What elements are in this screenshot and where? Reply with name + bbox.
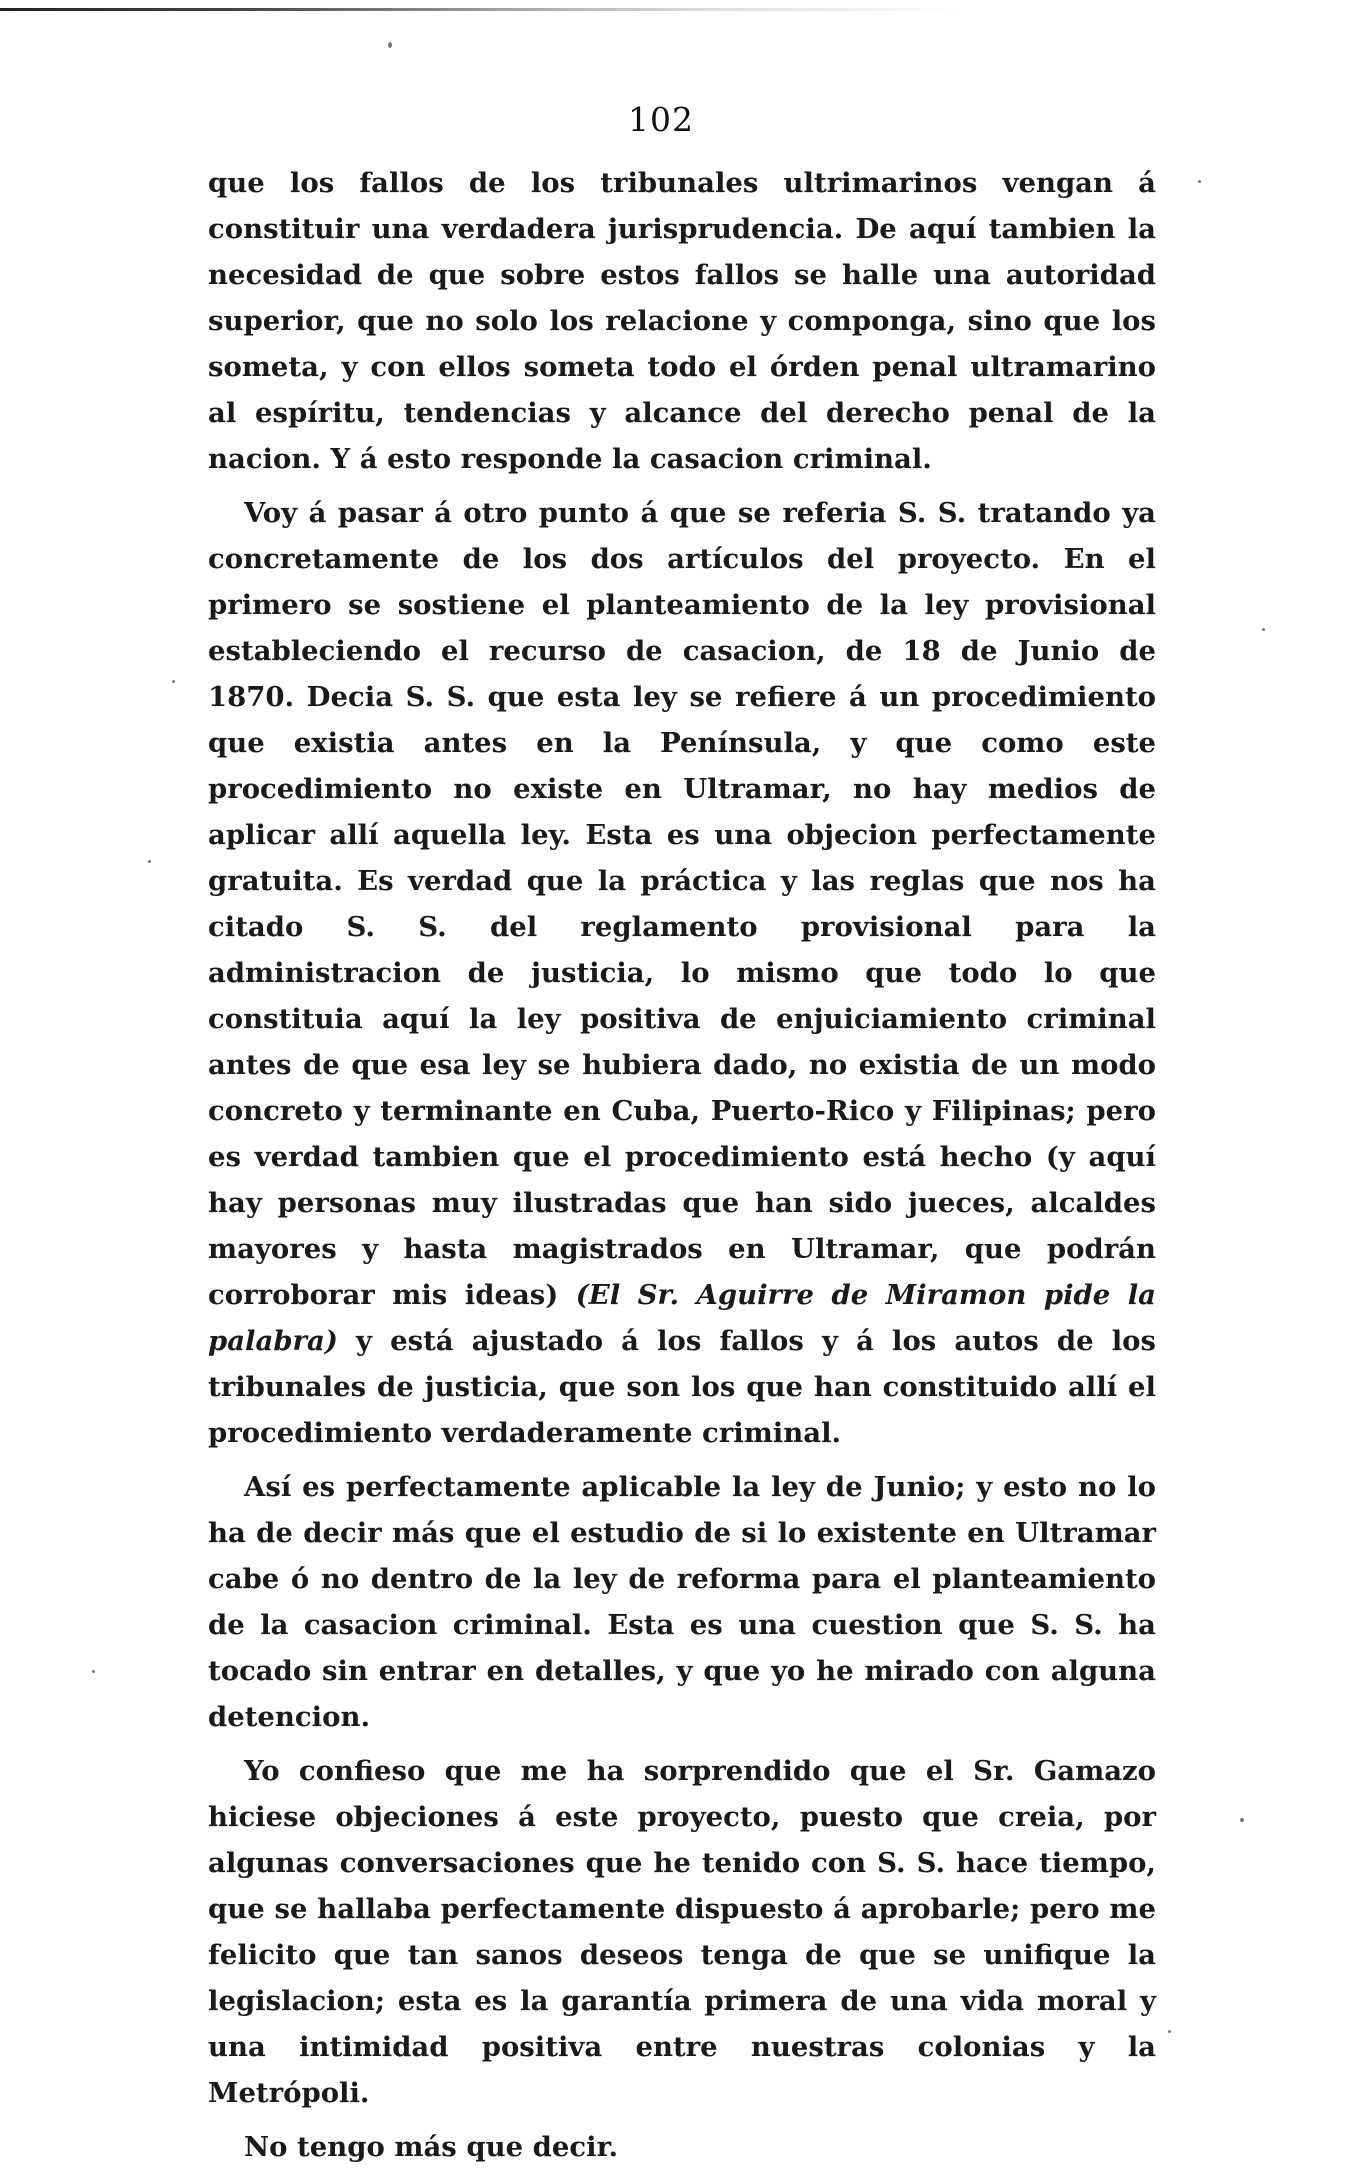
body-text xyxy=(208,160,1156,2170)
scan-speck xyxy=(148,860,151,863)
paragraph-3: Así es perfectamente aplicable la ley de Junio; y esto no lo ha de decir más que el estudio de si lo existente en Ultramar cabe ó no dentro de la ley de reforma para el planteamiento de la casacion criminal. Esta es una cuestion que S. S. ha tocado sin entrar en detalles, y que yo he mirado con alguna detencion. xyxy=(208,1471,1156,1733)
scan-speck xyxy=(1198,180,1201,183)
scan-speck xyxy=(1240,1818,1244,1822)
paragraph-1: que los fallos de los tribunales ultrimarinos vengan á constituir una verdadera jurisprudencia. De aquí tambien la necesidad de que sobre estos fallos se halle una autoridad superior, que no solo los relacione y componga, sino que los someta, y con ellos someta todo el órden penal ultramarino al espíritu, tendencias y alcance del derecho penal de la nacion. Y á esto responde la casacion criminal. xyxy=(208,167,1156,475)
scan-speck xyxy=(388,42,392,48)
scan-speck xyxy=(172,680,175,683)
paragraph-5: No tengo más que decir. xyxy=(244,2131,619,2163)
scan-speck xyxy=(92,1670,95,1673)
scan-speck xyxy=(1262,628,1265,631)
paragraph-2-text: Voy á pasar á otro punto á que se referia S. S. tratando ya concretamente de los dos artículos del proyecto. En el primero se sostiene el planteamiento de la ley provisional estableciendo el recurso de casacion, de 18 de Junio de 1870. Decia S. S. que esta ley se refiere á un procedimiento que existia antes en la Península, y que como este procedimiento no existe en Ultramar, no hay medios de aplicar allí aquella ley. Esta es una objecion perfectamente gratuita. Es verdad que la práctica y las reglas que nos ha citado S. S. del reglamento provisional para la administracion de justicia, lo mismo que todo lo que constituia aquí la ley positiva de enjuiciamiento criminal antes de que esa ley se hubiera dado, no existia de un modo concreto y terminante en Cuba, Puerto-Rico y Filipinas; pero es verdad tambien que el procedimiento está hecho (y aquí hay personas muy ilustradas que han sido jueces, alcaldes mayores y hasta magistrados en Ultramar, que podrán corroborar mis ideas) xyxy=(208,497,1156,1311)
paragraph-2-text-after: y está ajustado á los fallos y á los autos de los tribunales de justicia, que son los que han constituido allí el procedimiento verdaderamente criminal. xyxy=(208,1325,1156,1449)
scan-speck xyxy=(1168,2030,1171,2033)
page-number: 102 xyxy=(628,100,694,139)
top-edge-rule xyxy=(0,8,960,11)
paragraph-4: Yo confieso que me ha sorprendido que el Sr. Gamazo hiciese objeciones á este proyecto, puesto que creia, por algunas conversaciones que he tenido con S. S. hace tiempo, que se hallaba perfectamente dispuesto á aprobarle; pero me felicito que tan sanos deseos tenga de que se unifique la legislacion; esta es la garantía primera de una vida moral y una intimidad positiva entre nuestras colonias y la Metrópoli. xyxy=(208,1755,1156,2109)
paragraph-2 xyxy=(208,490,1156,1456)
stage-direction-aside: (El Sr. Aguirre de Miramon pide la palabra) xyxy=(208,1279,1157,1357)
